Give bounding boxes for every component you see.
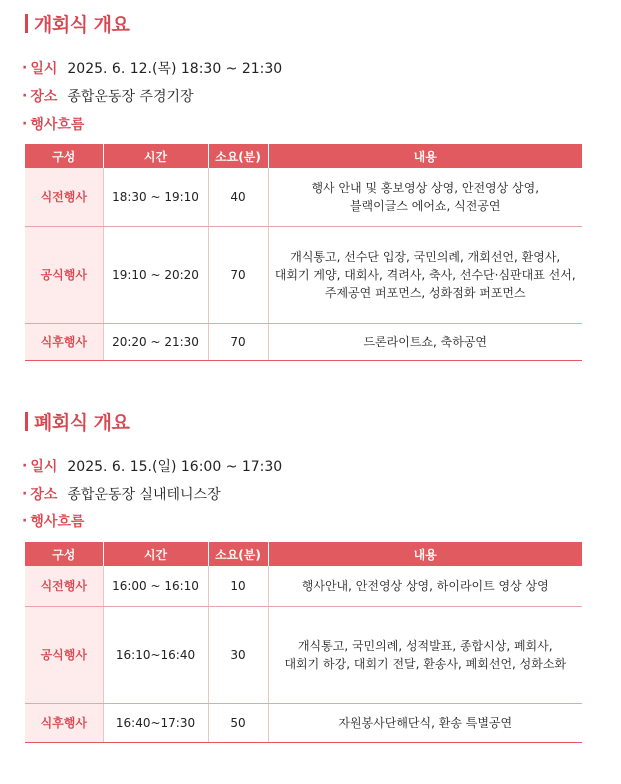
row-time: 18:30 ~ 19:10 <box>103 168 208 226</box>
header-duration: 소요(분) <box>208 542 268 566</box>
row-content <box>268 323 582 360</box>
table-row <box>25 226 582 323</box>
row-name: 식전행사 <box>25 566 103 606</box>
row-time: 16:00 ~ 16:10 <box>103 566 208 606</box>
opening-place-line <box>22 86 194 106</box>
content-line: 주제공연 퍼포먼스, 성화점화 퍼포먼스 <box>324 285 526 300</box>
content-line: 개식통고, 국민의례, 성적발표, 종합시상, 폐회사, <box>297 638 553 653</box>
row-content <box>268 566 582 606</box>
row-content <box>268 703 582 742</box>
header-composition: 구성 <box>25 542 103 566</box>
content-line: 대회기 하강, 대회기 전달, 환송사, 폐회선언, 성화소화 <box>284 656 567 671</box>
row-minutes: 40 <box>208 168 268 226</box>
header-content: 내용 <box>268 542 582 566</box>
row-time: 19:10 ~ 20:20 <box>103 226 208 323</box>
header-content: 내용 <box>268 144 582 168</box>
table-row <box>25 168 582 226</box>
row-minutes: 50 <box>208 703 268 742</box>
opening-place-value: 종합운동장 주경기장 <box>67 89 194 105</box>
table-row <box>25 566 582 606</box>
row-minutes: 70 <box>208 323 268 360</box>
table-row <box>25 703 582 742</box>
row-time: 20:20 ~ 21:30 <box>103 323 208 360</box>
opening-section-title <box>25 10 129 36</box>
header-composition: 구성 <box>25 144 103 168</box>
row-name: 공식행사 <box>25 606 103 703</box>
table-header-row <box>25 144 582 168</box>
closing-date-value: 2025. 6. 15.(일) 16:00 ~ 17:30 <box>67 459 283 475</box>
closing-date-label: 일시 <box>30 459 58 475</box>
closing-date-line <box>22 456 282 476</box>
bullet-dot-icon: · <box>22 486 28 502</box>
content-line: 행사 안내 및 홍보영상 상영, 안전영상 상영, <box>311 180 540 195</box>
bullet-dot-icon: · <box>22 116 28 132</box>
row-content <box>268 168 582 226</box>
opening-flow-line <box>22 114 84 134</box>
row-time: 16:40~17:30 <box>103 703 208 742</box>
row-name: 식전행사 <box>25 168 103 226</box>
content-line: 행사안내, 안전영상 상영, 하이라이트 영상 상영 <box>301 578 549 593</box>
header-duration: 소요(분) <box>208 144 268 168</box>
bullet-dot-icon: · <box>22 458 28 474</box>
opening-date-value: 2025. 6. 12.(목) 18:30 ~ 21:30 <box>67 61 283 77</box>
row-minutes: 70 <box>208 226 268 323</box>
content-line: 블랙이글스 에어쇼, 식전공연 <box>349 198 501 213</box>
closing-place-label: 장소 <box>30 487 58 503</box>
row-minutes: 30 <box>208 606 268 703</box>
row-name: 공식행사 <box>25 226 103 323</box>
content-line: 대회기 게양, 대회사, 격려사, 축사, 선수단·심판대표 선서, <box>274 267 576 282</box>
opening-date-line <box>22 58 282 78</box>
bullet-dot-icon: · <box>22 513 28 529</box>
closing-section-title <box>25 408 129 434</box>
content-line: 자원봉사단해단식, 환송 특별공연 <box>338 715 513 730</box>
closing-place-value: 종합운동장 실내테니스장 <box>67 487 221 503</box>
content-line: 개식통고, 선수단 입장, 국민의례, 개회선언, 환영사, <box>290 249 561 264</box>
row-time: 16:10~16:40 <box>103 606 208 703</box>
opening-place-label: 장소 <box>30 89 58 105</box>
row-content <box>268 606 582 703</box>
content-line: 드론라이트쇼, 축하공연 <box>363 334 488 349</box>
table-header-row <box>25 542 582 566</box>
bullet-dot-icon: · <box>22 60 28 76</box>
table-row <box>25 323 582 360</box>
closing-flow-label: 행사흐름 <box>30 514 85 530</box>
title-bar-marker <box>25 412 28 431</box>
closing-schedule-table <box>25 542 582 743</box>
opening-flow-label: 행사흐름 <box>30 117 85 133</box>
opening-date-label: 일시 <box>30 61 58 77</box>
opening-schedule-table <box>25 144 582 361</box>
opening-title-text: 개회식 개요 <box>34 13 130 36</box>
closing-title-text: 폐회식 개요 <box>34 411 130 434</box>
row-minutes: 10 <box>208 566 268 606</box>
title-bar-marker <box>25 14 28 33</box>
header-time: 시간 <box>103 144 208 168</box>
header-time: 시간 <box>103 542 208 566</box>
row-content <box>268 226 582 323</box>
closing-flow-line <box>22 511 84 531</box>
bullet-dot-icon: · <box>22 88 28 104</box>
row-name: 식후행사 <box>25 703 103 742</box>
closing-place-line <box>22 484 221 504</box>
row-name: 식후행사 <box>25 323 103 360</box>
table-row <box>25 606 582 703</box>
